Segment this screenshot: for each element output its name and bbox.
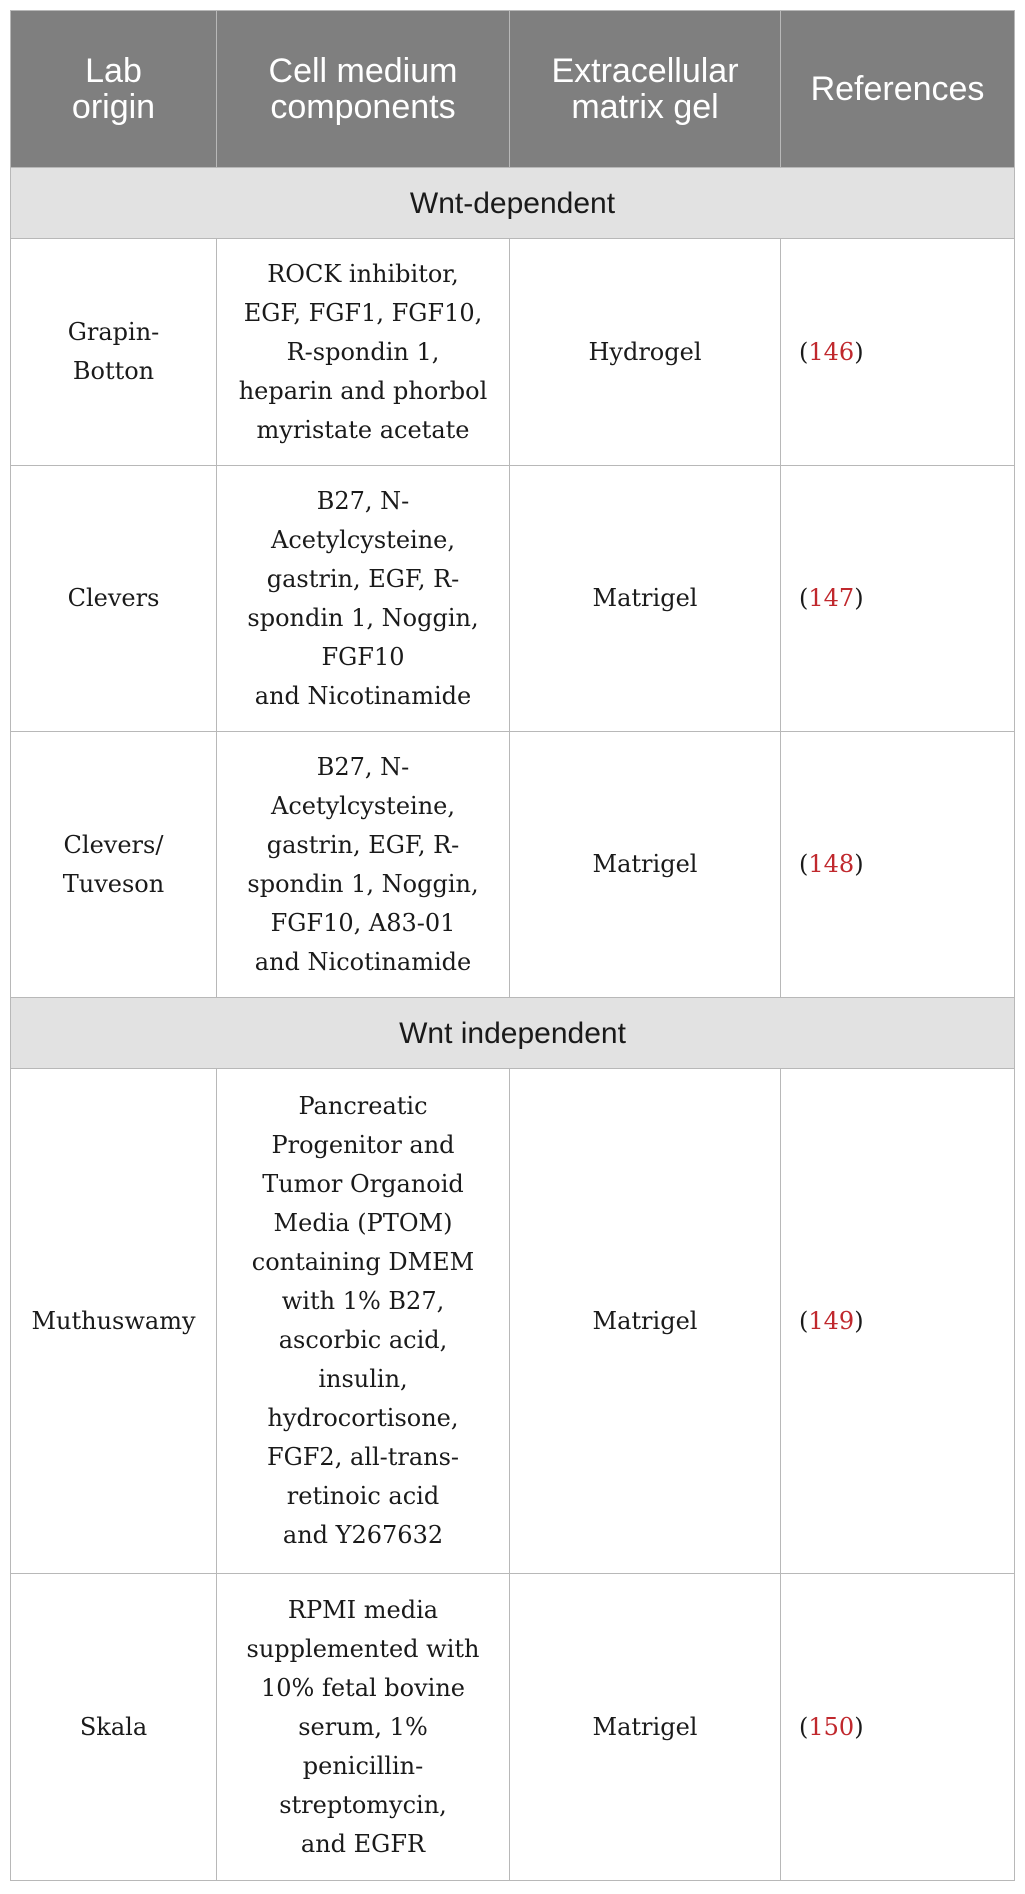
reference-cell: (148) <box>781 732 1015 998</box>
lab-origin-line: Clevers <box>67 584 160 612</box>
medium-line: ROCK inhibitor, <box>267 259 459 288</box>
medium-components-cell <box>217 1574 510 1881</box>
medium-line: B27, N- <box>316 486 410 515</box>
medium-line: gastrin, EGF, R- <box>266 830 460 859</box>
medium-line: Progenitor and <box>271 1131 455 1159</box>
medium-line: Acetylcysteine, <box>271 525 455 554</box>
medium-line: Acetylcysteine, <box>271 791 455 820</box>
table-row <box>11 732 1015 998</box>
lab-origin-cell <box>11 1574 217 1881</box>
medium-line: containing DMEM <box>251 1248 475 1276</box>
lab-origin-line: Tuveson <box>62 869 165 898</box>
lab-origin-cell <box>11 732 217 998</box>
matrix-gel-cell: Matrigel <box>510 1069 781 1574</box>
medium-line: heparin and phorbol <box>238 376 488 405</box>
lab-origin-line: Grapin- <box>67 318 160 346</box>
reference-link[interactable]: 149 <box>808 1306 855 1335</box>
medium-line: ascorbic acid, <box>278 1326 448 1354</box>
medium-line: FGF2, all-trans- <box>266 1443 460 1471</box>
section-title: Wnt-dependent <box>11 168 1015 239</box>
reference-link[interactable]: 147 <box>808 584 855 612</box>
medium-components-cell <box>217 1069 510 1574</box>
medium-line: spondin 1, Noggin, <box>247 603 479 632</box>
matrix-gel-cell: Hydrogel <box>510 239 781 466</box>
medium-components-cell <box>217 732 510 998</box>
medium-line: myristate acetate <box>256 415 470 444</box>
medium-line: Tumor Organoid <box>262 1170 464 1198</box>
lab-origin-cell <box>11 466 217 732</box>
reference-cell: (150) <box>781 1574 1015 1881</box>
medium-line: R-spondin 1, <box>286 337 440 366</box>
organoid-media-table <box>10 10 1015 1881</box>
matrix-gel-cell: Matrigel <box>510 1574 781 1881</box>
lab-origin-line: Skala <box>79 1712 148 1741</box>
table-row <box>11 1069 1015 1574</box>
header-matrix-gel: Extracellular matrix gel <box>510 11 781 168</box>
lab-origin-line: Botton <box>72 357 155 385</box>
medium-line: retinoic acid <box>286 1482 440 1510</box>
medium-line: B27, N- <box>316 752 410 781</box>
header-cell-medium: Cell medium components <box>217 11 510 168</box>
medium-line: RPMI media <box>287 1595 439 1624</box>
reference-link[interactable]: 148 <box>808 850 855 878</box>
matrix-gel-cell: Matrigel <box>510 466 781 732</box>
medium-line: Media (PTOM) <box>273 1209 453 1237</box>
medium-components-cell <box>217 466 510 732</box>
medium-line: Pancreatic <box>298 1092 428 1120</box>
reference-cell: (147) <box>781 466 1015 732</box>
medium-line: FGF10 <box>321 642 405 671</box>
medium-line: and Nicotinamide <box>254 947 472 976</box>
table-header <box>11 11 1015 168</box>
medium-line: FGF10, A83-01 <box>270 908 456 937</box>
table-row <box>11 1574 1015 1881</box>
lab-origin-line: Clevers/ <box>63 830 164 859</box>
medium-line: and Y267632 <box>282 1521 444 1549</box>
medium-line: with 1% B27, <box>281 1287 445 1315</box>
reference-link[interactable]: 146 <box>808 337 855 366</box>
lab-origin-cell <box>11 1069 217 1574</box>
header-lab-origin: Lab origin <box>11 11 217 168</box>
medium-line: insulin, <box>318 1365 408 1393</box>
medium-line: hydrocortisone, <box>267 1404 459 1432</box>
medium-line: 10% fetal bovine <box>260 1673 466 1702</box>
header-references: References <box>781 11 1015 168</box>
header-row <box>11 11 1015 168</box>
reference-cell: (149) <box>781 1069 1015 1574</box>
medium-line: and EGFR <box>300 1829 426 1858</box>
lab-origin-line: Muthuswamy <box>31 1306 196 1335</box>
medium-line: gastrin, EGF, R- <box>266 564 460 593</box>
medium-line: serum, 1% <box>298 1712 428 1741</box>
medium-line: penicillin- <box>302 1751 424 1780</box>
table-body <box>11 168 1015 1881</box>
reference-cell: (146) <box>781 239 1015 466</box>
table-row <box>11 466 1015 732</box>
section-row <box>11 998 1015 1069</box>
medium-line: supplemented with <box>246 1634 480 1663</box>
section-title: Wnt independent <box>11 998 1015 1069</box>
medium-line: EGF, FGF1, FGF10, <box>243 298 483 327</box>
lab-origin-cell <box>11 239 217 466</box>
medium-line: streptomycin, <box>279 1790 447 1819</box>
reference-link[interactable]: 150 <box>808 1712 855 1741</box>
medium-line: and Nicotinamide <box>254 681 472 710</box>
medium-line: spondin 1, Noggin, <box>247 869 479 898</box>
medium-components-cell <box>217 239 510 466</box>
section-row <box>11 168 1015 239</box>
matrix-gel-cell: Matrigel <box>510 732 781 998</box>
table-row <box>11 239 1015 466</box>
